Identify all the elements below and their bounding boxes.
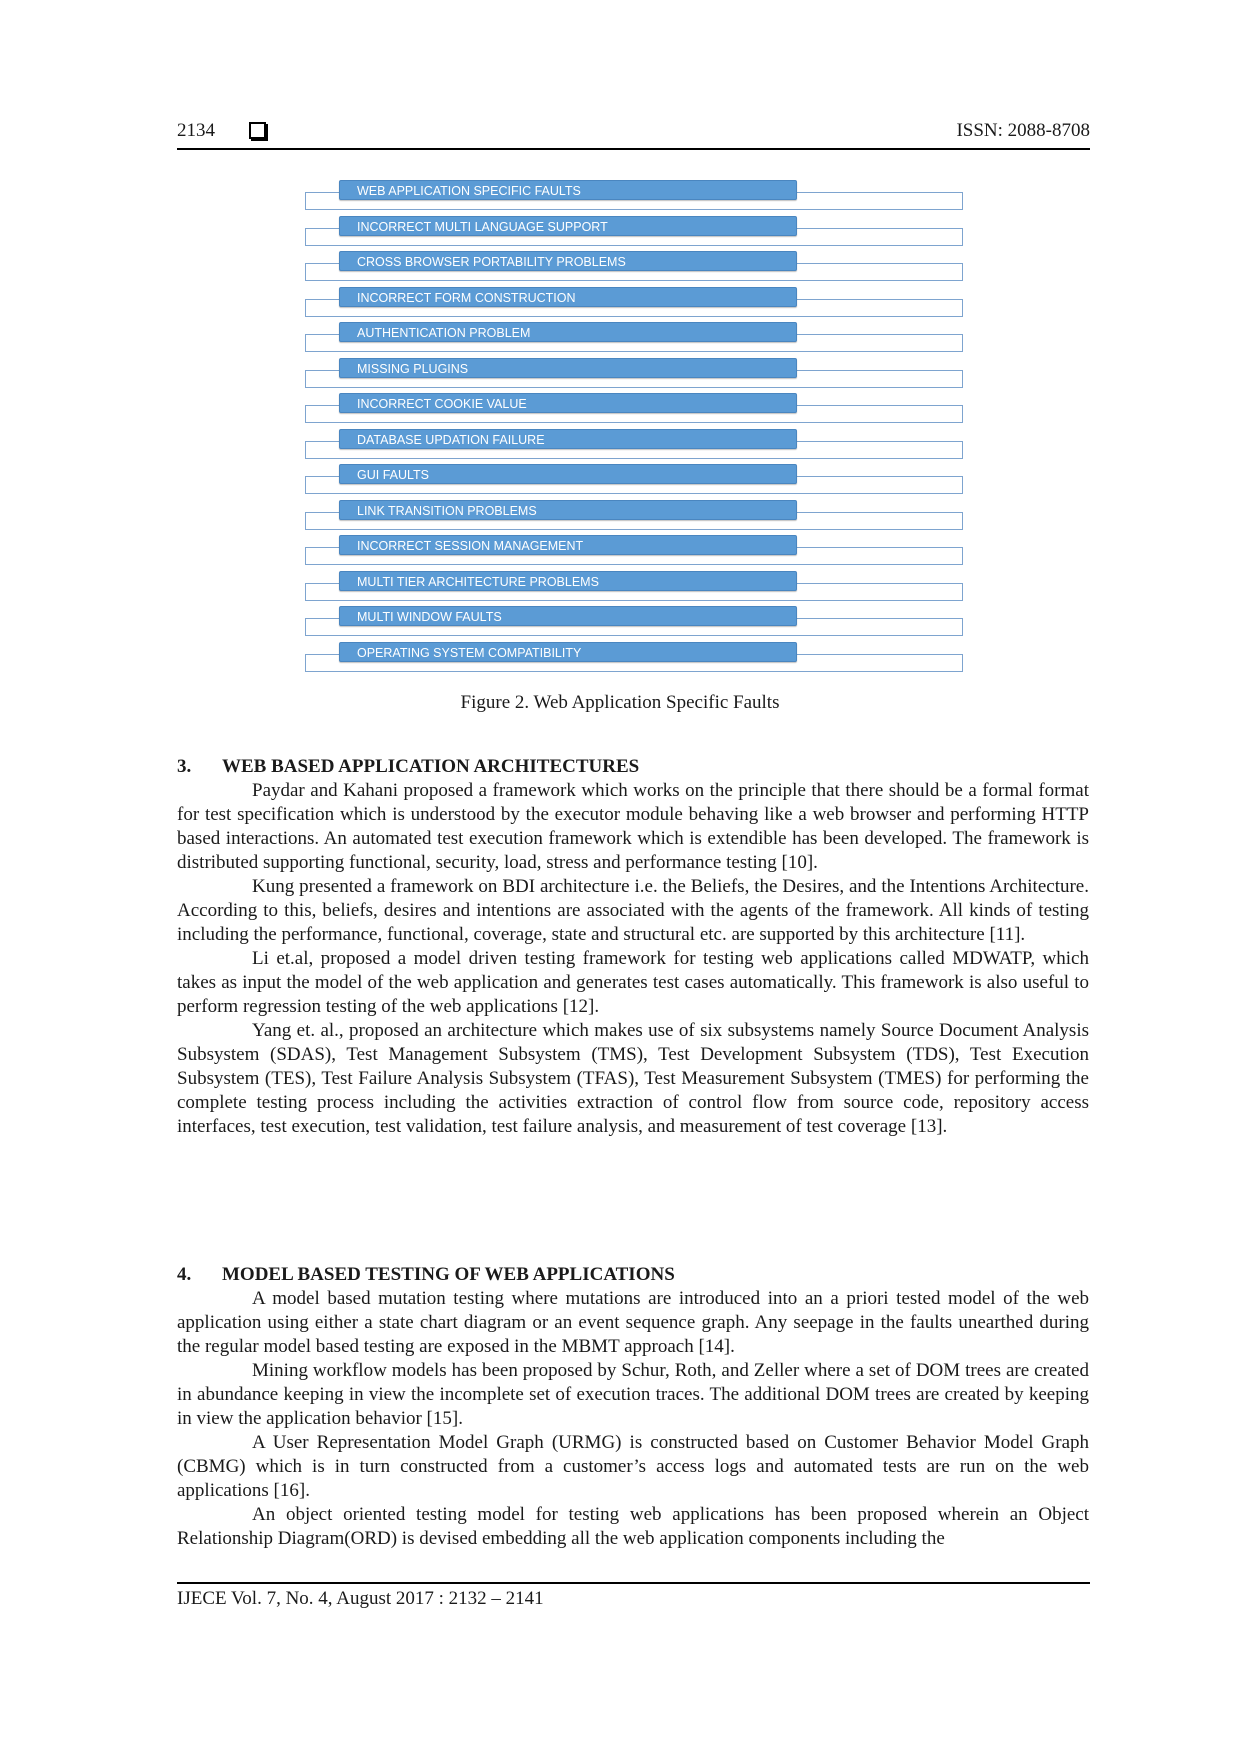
fault-item [305, 287, 963, 317]
paragraph: Yang et. al., proposed an architecture which makes use of six subsystems namely Source Document Analysis Subsystem (SDAS), Test Management Subsystem (TMS), Test Development Subsystem (TDS), Test Execution Subsystem (TES), Test Failure Analysis Subsystem (TFAS), Test Measurement Subsystem (TMES) for performing the complete testing process including the activities extraction of control flow from source code, repository access interfaces, test execution, test validation, test failure analysis, and measurement of test coverage [13]. [177, 1020, 1089, 1137]
fault-item [305, 429, 963, 459]
section-heading [177, 756, 639, 778]
fault-item [305, 571, 963, 601]
section-title: WEB BASED APPLICATION ARCHITECTURES [222, 756, 640, 777]
fault-item-label: DATABASE UPDATION FAILURE [339, 429, 797, 449]
page-header [177, 118, 1090, 150]
fault-item [305, 322, 963, 352]
fault-item [305, 642, 963, 672]
fault-item-label: GUI FAULTS [339, 464, 797, 484]
fault-item-label: INCORRECT SESSION MANAGEMENT [339, 535, 797, 555]
fault-item-label: WEB APPLICATION SPECIFIC FAULTS [339, 180, 797, 200]
fault-item [305, 464, 963, 494]
fault-item-label: OPERATING SYSTEM COMPATIBILITY [339, 642, 797, 662]
section-title: MODEL BASED TESTING OF WEB APPLICATIONS [222, 1264, 675, 1285]
fault-item-label: INCORRECT MULTI LANGUAGE SUPPORT [339, 216, 797, 236]
fault-list-figure [305, 180, 963, 680]
journal-citation: IJECE Vol. 7, No. 4, August 2017 : 2132 – 2141 [177, 1588, 544, 1609]
section-heading [177, 1264, 675, 1286]
paragraph: Paydar and Kahani proposed a framework which works on the principle that there should be a formal format for test specification which is understood by the executor module behaving like a web browser and performing HTTP based interactions. An automated test execution framework which is extendible has been developed. The framework is distributed supporting functional, security, load, stress and performance testing [10]. [177, 780, 1089, 873]
fault-item-label: MULTI TIER ARCHITECTURE PROBLEMS [339, 571, 797, 591]
fault-item [305, 358, 963, 388]
paragraph: A User Representation Model Graph (URMG) is constructed based on Customer Behavior Model Graph (CBMG) which is in turn constructed from a customer’s access logs and automated tests are run on the web applications [16]. [177, 1432, 1089, 1501]
fault-item-label: CROSS BROWSER PORTABILITY PROBLEMS [339, 251, 797, 271]
fault-item-label: INCORRECT FORM CONSTRUCTION [339, 287, 797, 307]
page-footer [177, 1582, 1090, 1610]
fault-item-label: INCORRECT COOKIE VALUE [339, 393, 797, 413]
paragraph: A model based mutation testing where mutations are introduced into an a priori tested model of the web application using either a state chart diagram or an event sequence graph. Any seepage in the faults unearthed during the regular model based testing are exposed in the MBMT approach [14]. [177, 1288, 1089, 1357]
fault-item [305, 180, 963, 210]
paragraph: An object oriented testing model for testing web applications has been proposed wherein an Object Relationship Diagram(ORD) is devised embedding all the web application components including the [177, 1504, 1089, 1549]
fault-item [305, 251, 963, 281]
paragraph: Mining workflow models has been proposed by Schur, Roth, and Zeller where a set of DOM trees are created in abundance keeping in view the incomplete set of execution traces. The additional DOM trees are created by keeping in view the application behavior [15]. [177, 1360, 1089, 1429]
fault-item-label: AUTHENTICATION PROBLEM [339, 322, 797, 342]
section-number: 4. [177, 1264, 192, 1285]
figure-caption: Figure 2. Web Application Specific Faults [460, 692, 780, 713]
fault-item-label: LINK TRANSITION PROBLEMS [339, 500, 797, 520]
fault-item-label: MULTI WINDOW FAULTS [339, 606, 797, 626]
issn: ISSN: 2088-8708 [956, 120, 1090, 141]
page-number: 2134 [177, 120, 215, 141]
section-number: 3. [177, 756, 192, 777]
fault-item [305, 500, 963, 530]
fault-item [305, 393, 963, 423]
section-body [177, 1287, 1089, 1551]
square-bullet-icon [249, 122, 266, 139]
fault-item [305, 216, 963, 246]
paragraph: Kung presented a framework on BDI architecture i.e. the Beliefs, the Desires, and the Intentions Architecture. According to this, beliefs, desires and intentions are associated with the agents of the framework. All kinds of testing including the performance, functional, coverage, state and structural etc. are supported by this architecture [11]. [177, 876, 1089, 945]
fault-item-label: MISSING PLUGINS [339, 358, 797, 378]
section-body [177, 779, 1089, 1139]
paragraph: Li et.al, proposed a model driven testing framework for testing web applications called MDWATP, which takes as input the model of the web application and generates test cases automatically. This framework is also useful to perform regression testing of the web applications [12]. [177, 948, 1089, 1017]
fault-item [305, 606, 963, 636]
fault-item [305, 535, 963, 565]
